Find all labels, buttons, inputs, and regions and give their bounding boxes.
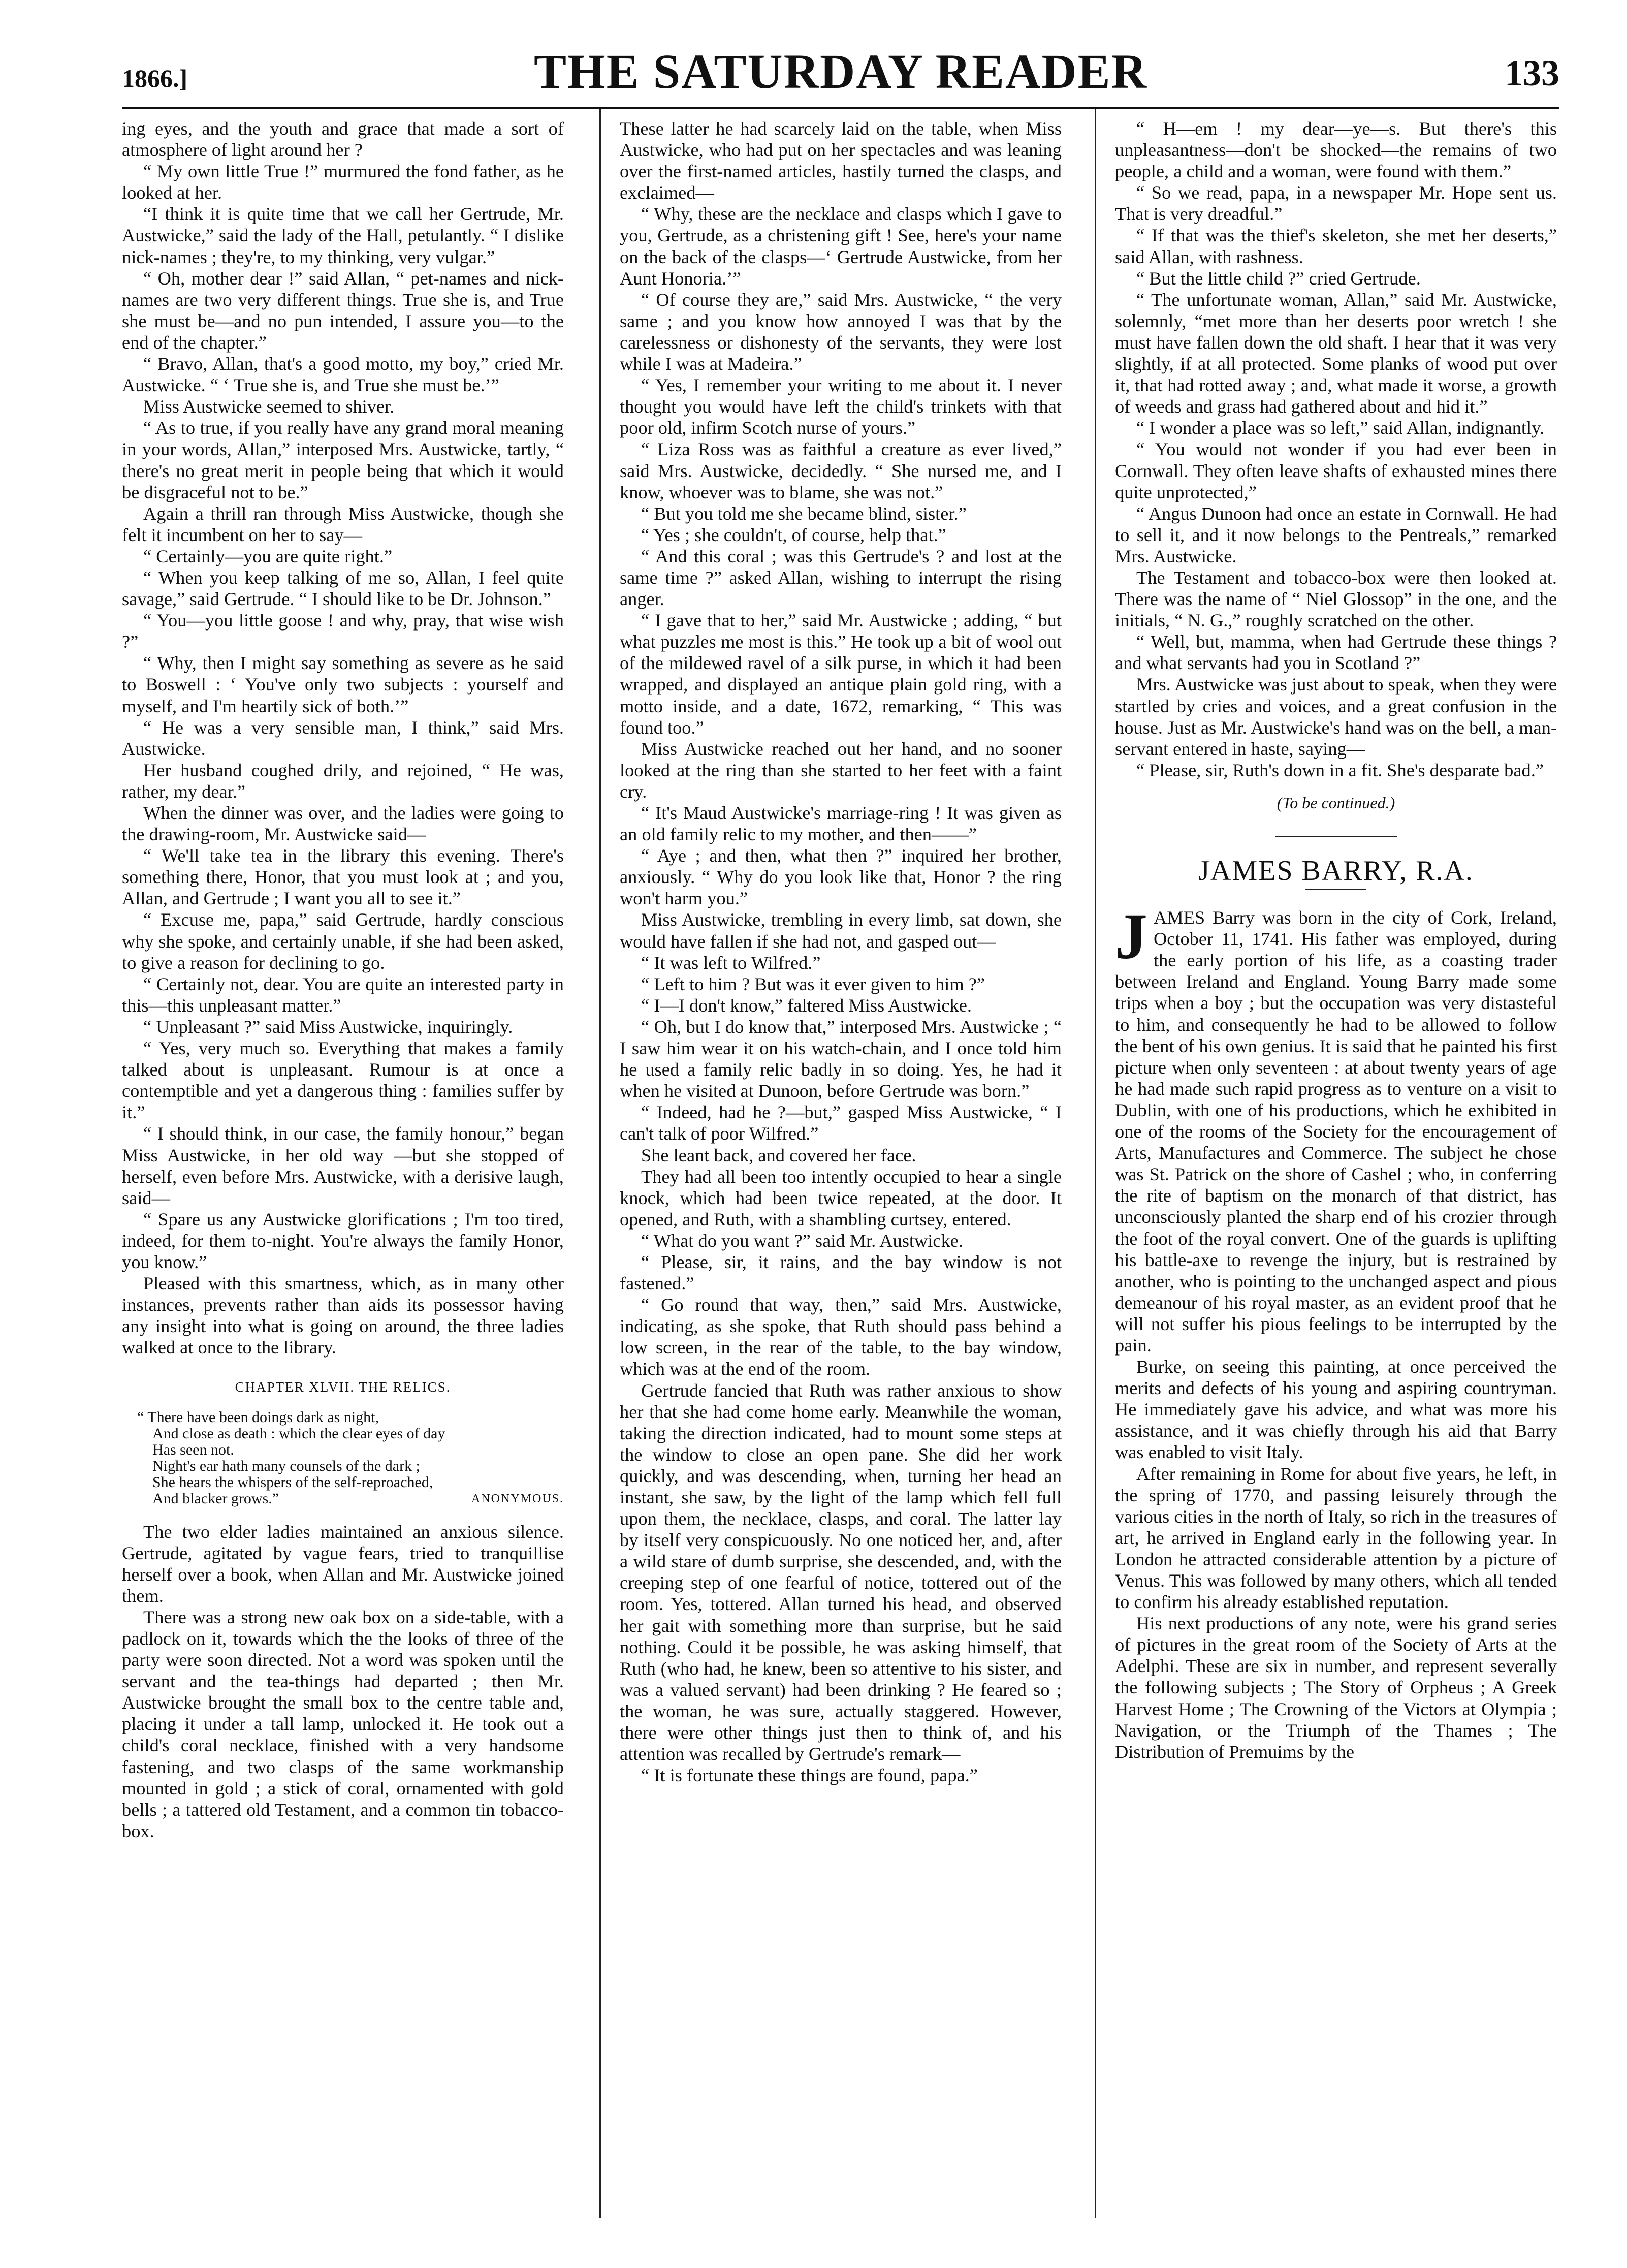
paragraph: His next productions of any note, were his grand series of pictures in the great room of the Society of Arts at the Adelphi. These are six in number, and represent severally the following subjects ; The Story of Orpheus ; A Greek Harvest Home ; The Crowning of the Victors at Olympia ; Navigation, or the Triumph of the Thames ; The Distribution of Premuims by the — [1115, 1613, 1557, 1762]
paragraph: There was a strong new oak box on a side-table, with a padlock on it, towards which the the looks of three of the party were soon directed. Not a word was spoken until the servant and the tea-things had departed ; then Mr. Austwicke brought the small box to the centre table and, placing it under a tall lamp, unlocked it. He took out a child's coral necklace, finished with a very handsome fastening, and two clasps of the same workmanship mounted in gold ; a stick of coral, ornamented with gold bells ; a tattered old Testament, and a common tin tobacco-box. — [122, 1606, 564, 1841]
paragraph: “ I should think, in our case, the family honour,” began Miss Austwicke, in her old way —but she stopped of herself, even before Mrs. Austwicke, with a derisive laugh, said— — [122, 1123, 564, 1208]
paragraph: “ The unfortunate woman, Allan,” said Mr. Austwicke, solemnly, “met more than her deserts poor wretch ! she must have fallen down the old shaft. I hear that it was very slightly, if at all protected. Some planks of wood put over it, that had rotted away ; and, what made it worse, a growth of weeds and grass had gathered about and hid it.” — [1115, 289, 1557, 417]
paragraph: After remaining in Rome for about five years, he left, in the spring of 1770, and passing leisurely through the various cities in the north of Italy, so rich in the treasures of art, he arrived in England early in the following year. In London he attracted considerable attention by a picture of Venus. This was followed by many others, which all tended to confirm his already established reputation. — [1115, 1463, 1557, 1613]
paragraph: “ If that was the thief's skeleton, she met her deserts,” said Allan, with rashness. — [1115, 225, 1557, 267]
paragraph: “ Indeed, had he ?—but,” gasped Miss Austwicke, “ I can't talk of poor Wilfred.” — [620, 1102, 1062, 1144]
paragraph: Pleased with this smartness, which, as in many other instances, prevents rather than aids its possessor having any insight into what is going on around, the three ladies walked at once to the library. — [122, 1273, 564, 1358]
epigraph-attribution: ANONYMOUS. — [471, 1492, 564, 1505]
to-be-continued-note: (To be continued.) — [1277, 793, 1395, 812]
paragraph: “ Unpleasant ?” said Miss Austwicke, inquiringly. — [143, 1016, 513, 1037]
paragraph: “ My own little True !” murmured the fond father, as he looked at her. — [122, 161, 564, 203]
paragraph: “ H—em ! my dear—ye—s. But there's this unpleasantness—don't be shocked—the remains of two people, a child and a woman, were found with them.” — [1115, 118, 1557, 182]
paragraph: “ Certainly not, dear. You are quite an interested party in this—this unpleasant matter.” — [122, 973, 564, 1016]
paragraph: Again a thrill ran through Miss Austwicke, though she felt it incumbent on her to say— — [122, 503, 564, 545]
paragraph: Gertrude fancied that Ruth was rather anxious to show her that she had come home early. Meanwhile the woman, taking the direction indicated, had to mount some steps at the window to close an open pane. She did her work quickly, and was descending, when, turning her head an instant, she saw, by the light of the lamp which fell full upon them, the necklace, clasps, and coral. The latter lay by itself very conspicuously. No one noticed her, and, after a wild stare of dumb surprise, she descended, and, with the creeping step of one fearful of notice, tottered out of the room. Yes, tottered. Allan turned his head, and observed her gait with something more than surprise, but he said nothing. Could it be possible, he was asking himself, that Ruth (who had, he knew, been so attentive to his sister, and was a valued servant) had been drinking ? He feared so ; the woman, he was sure, actually staggered. However, there were other things just then to think of, and his attention was recalled by Gertrude's remark— — [620, 1380, 1062, 1765]
paragraph: “ He was a very sensible man, I think,” said Mrs. Austwicke. — [122, 717, 564, 759]
column-2 — [620, 118, 1062, 2216]
paragraph: “ We'll take tea in the library this evening. There's something there, Honor, that you must look at ; and you, Allan, and Gertrude ; I want you all to see it.” — [122, 845, 564, 909]
running-head — [122, 43, 1559, 104]
paragraph: “ Why, then I might say something as severe as he said to Boswell : ‘ You've only two subjects : yourself and myself, and I'm heartily sick of both.’” — [122, 653, 564, 716]
section-rule — [1275, 836, 1397, 837]
paragraph: “ I wonder a place was so left,” said Allan, indignantly. — [1136, 418, 1545, 438]
paragraph: They had all been too intently occupied to hear a single knock, which had been twice repeated, at the door. It opened, and Ruth, with a shambling curtsey, entered. — [620, 1166, 1062, 1230]
column-3 — [1115, 118, 1557, 2216]
column-1-story-text — [122, 118, 564, 1358]
paragraph: “ And this coral ; was this Gertrude's ? and lost at the same time ?” asked Allan, wishing to interrupt the rising anger. — [620, 546, 1062, 610]
column-2-story-text — [620, 118, 1062, 1786]
epigraph-line: Has seen not. — [152, 1441, 234, 1458]
paragraph: Burke, on seeing this painting, at once perceived the merits and defects of his young and aspiring countryman. He immediately gave his advice, and what was more his assistance, and it was chiefly through his aid that Barry was enabled to visit Italy. — [1115, 1357, 1557, 1463]
paragraph: “ Yes, very much so. Everything that makes a family talked about is unpleasant. Rumour is at once a contemptible and yet a dangerous thing : families suffer by it.” — [122, 1038, 564, 1123]
paragraph: “ But the little child ?” cried Gertrude. — [1136, 268, 1421, 289]
issue-date: 1866.] — [122, 64, 188, 92]
publication-title: THE SATURDAY READER — [534, 44, 1147, 99]
paragraph: “ Certainly—you are quite right.” — [143, 546, 393, 566]
paragraph: “ Go round that way, then,” said Mrs. Austwicke, indicating, as she spoke, that Ruth should pass behind a low screen, in the rear of the table, to the bay window, which was at the end of the room. — [620, 1295, 1062, 1379]
paragraph: “ It is fortunate these things are found, papa.” — [641, 1765, 978, 1786]
paragraph: “ When you keep talking of me so, Allan, I feel quite savage,” said Gertrude. “ I should like to be Dr. Johnson.” — [122, 567, 564, 610]
article-body — [1115, 1356, 1557, 1762]
epigraph-line: And blacker grows.” — [152, 1490, 279, 1507]
epigraph-line: “ There have been doings dark as night, — [137, 1408, 379, 1426]
paragraph: “ I—I don't know,” faltered Miss Austwicke. — [641, 995, 972, 1016]
epigraph-line: She hears the whispers of the self-reproached, — [152, 1473, 433, 1491]
paragraph: “ But you told me she became blind, sister.” — [641, 503, 967, 524]
column-1-chapter-text — [122, 1521, 564, 1842]
page-number: 133 — [1505, 53, 1559, 93]
paragraph: “ So we read, papa, in a newspaper Mr. Hope sent us. That is very dreadful.” — [1115, 182, 1557, 225]
paragraph: “ Of course they are,” said Mrs. Austwicke, “ the very same ; and you know how annoyed I was that by the carelessness or dishonesty of the servants, they were lost while I was at Madeira.” — [620, 289, 1062, 374]
paragraph: “I think it is quite time that we call her Gertrude, Mr. Austwicke,” said the lady of the Hall, petulantly. “ I dislike nick-names ; they're, to my thinking, very vulgar.” — [122, 204, 564, 267]
paragraph: “ Oh, but I do know that,” interposed Mrs. Austwicke ; “ I saw him wear it on his watch-chain, and I once told him he used a family relic badly in so doing. Yes, he had it when he visited at Dunoon, before Gertrude was born.” — [620, 1016, 1062, 1101]
paragraph: Her husband coughed drily, and rejoined, “ He was, rather, my dear.” — [122, 760, 564, 802]
paragraph: The Testament and tobacco-box were then looked at. There was the name of “ Niel Glossop” in the one, and the initials, “ N. G.,” roughly scratched on the other. — [1115, 567, 1557, 631]
paragraph: “ Liza Ross was as faithful a creature as ever lived,” said Mrs. Austwicke, decidedly. “ She nursed me, and I know, whoever was to blame, she was not.” — [620, 439, 1062, 502]
article-title: JAMES BARRY, R.A. — [1198, 855, 1474, 887]
title-rule — [1305, 889, 1366, 890]
paragraph: “ Excuse me, papa,” said Gertrude, hardly conscious why she spoke, and certainly unable, if she had been asked, to give a reason for declining to go. — [122, 909, 564, 973]
paragraph: “ What do you want ?” said Mr. Austwicke. — [641, 1230, 964, 1251]
paragraph: “ Left to him ? But was it ever given to him ?” — [641, 973, 985, 994]
epigraph — [122, 1409, 564, 1507]
paragraph: Mrs. Austwicke was just about to speak, when they were startled by cries and voices, and a great confusion in the house. Just as Mr. Austwicke's hand was on the bell, a man-servant entered in haste, saying— — [1115, 674, 1557, 759]
paragraph: “ Aye ; and then, what then ?” inquired her brother, anxiously. “ Why do you look like that, Honor ? the ring won't harm you.” — [620, 845, 1062, 909]
paragraph: “ It was left to Wilfred.” — [641, 952, 821, 973]
paragraph: “ Why, these are the necklace and clasps which I gave to you, Gertrude, as a christening gift ! See, here's your name on the back of the clasps—‘ Gertrude Austwicke, from her Aunt Honoria.’” — [620, 204, 1062, 289]
paragraph: Miss Austwicke reached out her hand, and no sooner looked at the ring than she started to her feet with a faint cry. — [620, 738, 1062, 802]
paragraph: ing eyes, and the youth and grace that made a sort of atmosphere of light around her ? — [122, 118, 564, 161]
paragraph: “ Bravo, Allan, that's a good motto, my boy,” cried Mr. Austwicke. “ ‘ True she is, and True she must be.’” — [122, 354, 564, 396]
epigraph-line: And close as death : which the clear eyes of day — [152, 1425, 445, 1442]
column-3-story-text — [1115, 118, 1557, 781]
paragraph: “ Angus Dunoon had once an estate in Cornwall. He had to sell it, and it now belongs to the Pentreals,” remarked Mrs. Austwicke. — [1115, 503, 1557, 566]
paragraph: When the dinner was over, and the ladies were going to the drawing-room, Mr. Austwicke said— — [122, 803, 564, 845]
paragraph: “ Spare us any Austwicke glorifications ; I'm too tired, indeed, for them to-night. You're always the family Honor, you know.” — [122, 1209, 564, 1272]
paragraph: She leant back, and covered her face. — [641, 1145, 916, 1166]
paragraph: “ Please, sir, Ruth's down in a fit. She's desparate bad.” — [1136, 760, 1544, 780]
article-opening — [1115, 900, 1557, 1356]
paragraph: “ As to true, if you really have any grand moral meaning in your words, Allan,” interposed Mrs. Austwicke, tartly, “ there's no great merit in people being that which it would be disgraceful not to be.” — [122, 418, 564, 502]
paragraph: These latter he had scarcely laid on the table, when Miss Austwicke, who had put on her spectacles and was leaning over the first-named articles, hastily turned the clasps, and exclaimed— — [620, 118, 1062, 203]
drop-cap: J — [1115, 900, 1147, 973]
header-rule — [122, 107, 1559, 109]
paragraph: “ Yes, I remember your writing to me about it. I never thought you would have left the child's trinkets with that poor old, infirm Scotch nurse of yours.” — [620, 375, 1062, 438]
column-divider — [1095, 109, 1096, 2218]
paragraph: Miss Austwicke seemed to shiver. — [143, 396, 395, 417]
paragraph: “ I gave that to her,” said Mr. Austwicke ; adding, “ but what puzzles me most is this.” He took up a bit of wool out of the mildewed ravel of a silk purse, in which it had been wrapped, and displayed an antique plain gold ring, with a motto inside, and a date, 1672, remarking, “ This was found too.” — [620, 610, 1062, 738]
paragraph: “ Oh, mother dear !” said Allan, “ pet-names and nick-names are two very different things. True she is, and True she must be—and no pun intended, I assure you—to the end of the chapter.” — [122, 268, 564, 353]
paragraph: “ Yes ; she couldn't, of course, help that.” — [641, 524, 946, 545]
column-1 — [122, 118, 564, 2216]
article-first-paragraph: AMES Barry was born in the city of Cork, Ireland, October 11, 1741. His father was employed, during the early portion of his life, as a coasting trader between Ireland and England. Young Barry made some trips when a boy ; but the occupation was very distasteful to him, and consequently he had to be allowed to follow the bent of his own genius. It is said that he painted his first picture when only seventeen : at about twenty years of age he had made such rapid progress as to venture on a visit to Dublin, with one of his productions, which he exhibited in one of the rooms of the Society for the encouragement of Arts, Manufactures and Commerce. The subject he chose was St. Patrick on the shore of Cashel ; who, in conferring the rite of baptism on the monarch of that district, has unconsciously planted the sharp end of his crozier through the foot of the royal convert. One of the guards is uplifting his battle-axe to revenge the injury, but is restrained by another, who is pointing to the unchanged aspect and pious demeanour of his royal master, as an evident proof that he will not suffer his pious feelings to be interrupted by the pain. — [1115, 907, 1557, 1356]
paragraph: Miss Austwicke, trembling in every limb, sat down, she would have fallen if she had not, and gasped out— — [620, 909, 1062, 952]
paragraph: The two elder ladies maintained an anxious silence. Gertrude, agitated by vague fears, tried to tranquillise herself over a book, when Allan and Mr. Austwicke joined them. — [122, 1521, 564, 1606]
paragraph: “ It's Maud Austwicke's marriage-ring ! It was given as an old family relic to my mother, and then——” — [620, 803, 1062, 845]
paragraph: “ Please, sir, it rains, and the bay window is not fastened.” — [620, 1251, 1062, 1294]
paragraph: “ You would not wonder if you had ever been in Cornwall. They often leave shafts of exhausted mines there quite unprotected,” — [1115, 439, 1557, 502]
epigraph-line: Night's ear hath many counsels of the dark ; — [152, 1457, 420, 1474]
paragraph: “ Well, but, mamma, when had Gertrude these things ? and what servants had you in Scotland ?” — [1115, 632, 1557, 674]
column-divider — [599, 109, 601, 2218]
paragraph: “ You—you little goose ! and why, pray, that wise wish ?” — [122, 610, 564, 652]
chapter-heading: CHAPTER XLVII. THE RELICS. — [235, 1379, 451, 1395]
